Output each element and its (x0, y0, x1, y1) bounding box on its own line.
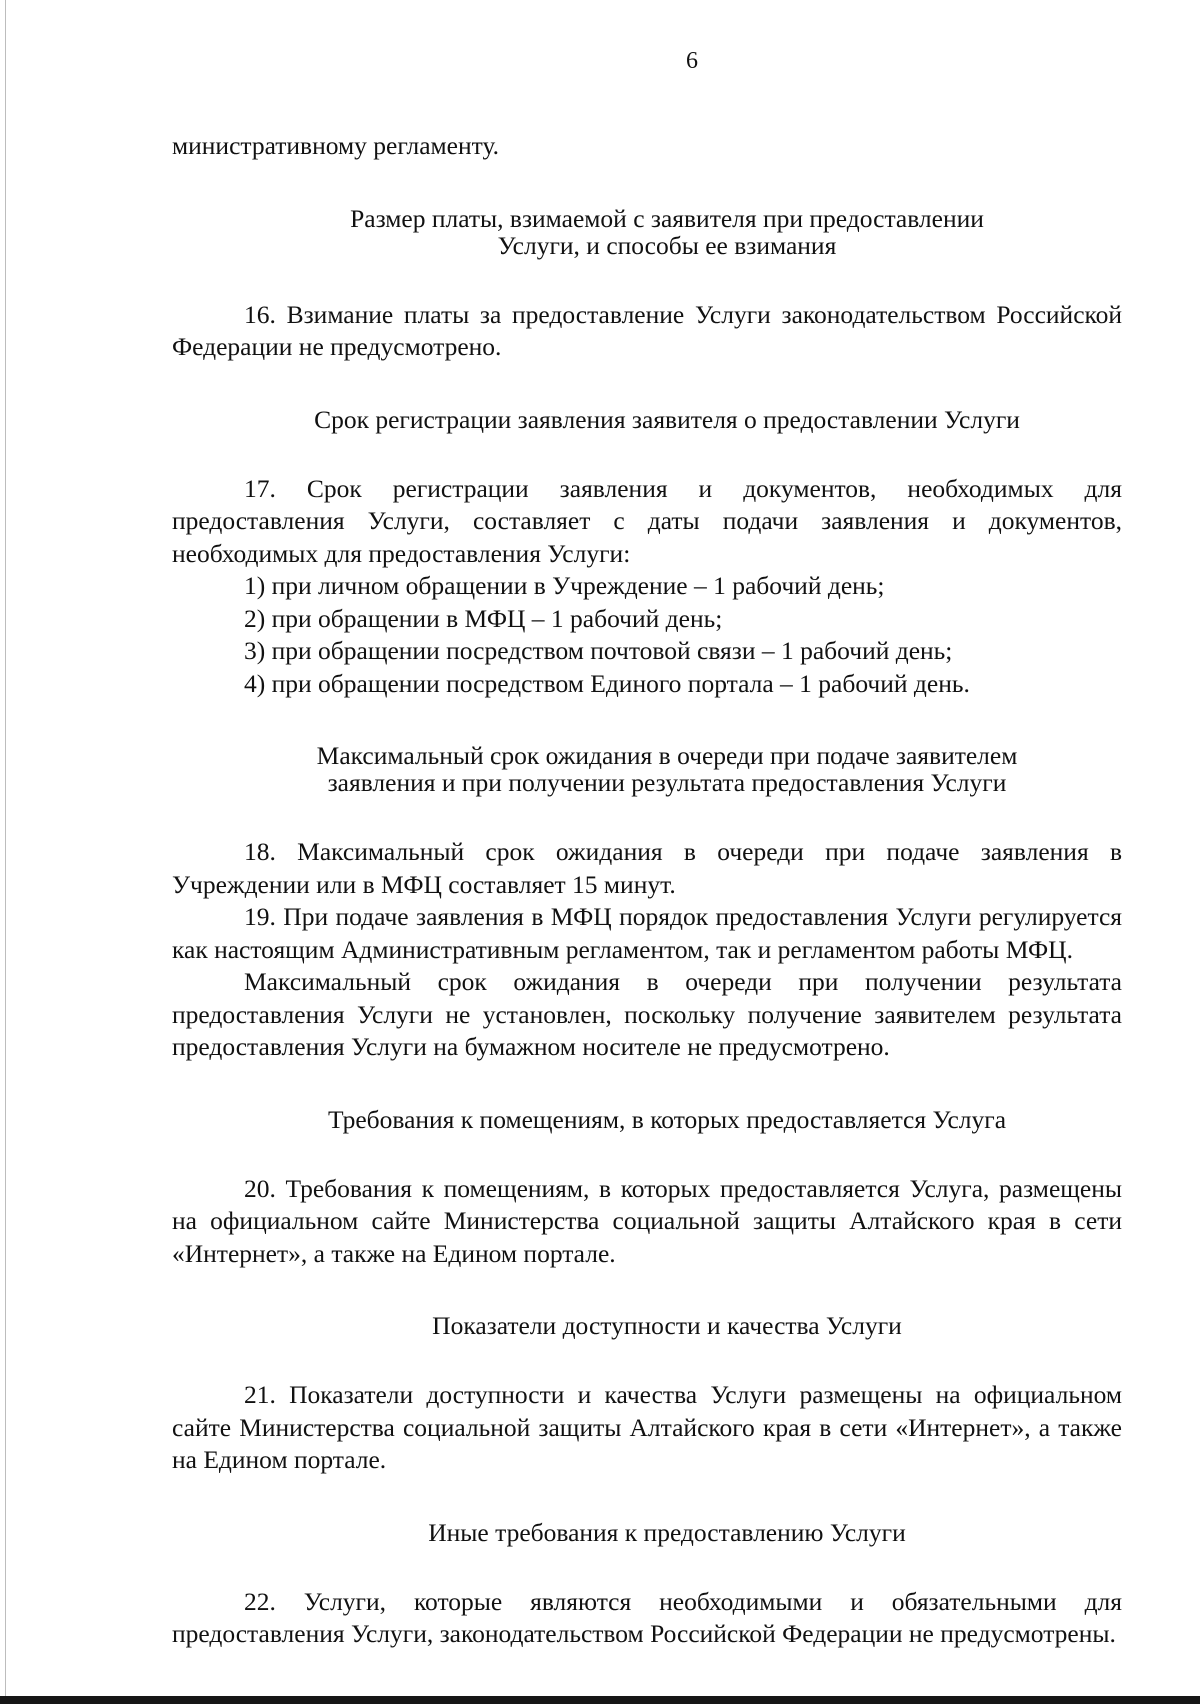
paragraph-16: 16. Взимание платы за предоставление Услуги законодательством Российской Федерации не предусмотрено. (172, 299, 1122, 361)
paragraph-19-continued: Максимальный срок ожидания в очереди при получении результата предоставления Услуги не установлен, поскольку получение заявителем результата предоставления Услуги на бумажном носителе не предусмотрено. (172, 967, 1122, 1061)
heading-queue-wait (172, 742, 1122, 796)
paragraph-17: 17. Срок регистрации заявления и документов, необходимых для предоставления Услуги, составляет с даты подачи заявления и документов, необходимых для предоставления Услуги: (172, 473, 1122, 568)
paragraph-20: 20. Требования к помещениям, в которых предоставляется Услуга, размещены на официальном сайте Министерства социальной защиты Алтайского края в сети «Интернет», а также на Едином портале. (172, 1173, 1122, 1268)
list-item: 2) при обращении в МФЦ – 1 рабочий день; (244, 603, 723, 633)
heading-other-requirements-line: Иные требования к предоставлению Услуги (428, 1517, 906, 1547)
paragraph-19: 19. При подаче заявления в МФЦ порядок предоставления Услуги регулируется как настоящим Административным регламентом, так и регламентом работы МФЦ. (172, 902, 1122, 964)
paragraph-22: 22. Услуги, которые являются необходимыми и обязательными для предоставления Услуги, законодательством Российской Федерации не предусмотрены. (172, 1586, 1122, 1648)
heading-fee-line-1: Размер платы, взимаемой с заявителя при предоставлении (350, 203, 984, 233)
heading-quality-indicators-line: Показатели доступности и качества Услуги (432, 1311, 902, 1340)
intro-line: министративному регламенту. (172, 131, 500, 160)
page-number: 6 (686, 48, 698, 74)
heading-fee (172, 205, 1122, 259)
heading-queue-wait-line-1: Максимальный срок ожидания в очереди при подаче заявителем (316, 741, 1018, 770)
heading-registration-term (172, 406, 1122, 433)
heading-fee-line-2: Услуги, и способы ее взимания (497, 230, 837, 260)
heading-queue-wait-line-2: заявления и при получении результата предоставления Услуги (327, 768, 1007, 797)
scan-bottom-bar (0, 1696, 1200, 1704)
paragraph-18: 18. Максимальный срок ожидания в очереди при подаче заявления в Учреждении или в МФЦ составляет 15 минут. (172, 837, 1122, 899)
heading-quality-indicators (172, 1312, 1122, 1339)
list-item: 1) при личном обращении в Учреждение – 1 рабочий день; (244, 571, 885, 600)
heading-premises-line: Требования к помещениям, в которых предоставляется Услуга (327, 1104, 1007, 1134)
list-item: 4) при обращении посредством Единого портала – 1 рабочий день. (244, 668, 970, 698)
paragraph-21: 21. Показатели доступности и качества Услуги размещены на официальном сайте Министерства социальной защиты Алтайского края в сети «Интернет», а также на Едином портале. (172, 1380, 1122, 1474)
heading-other-requirements (172, 1519, 1122, 1546)
heading-premises (172, 1106, 1122, 1133)
list-item: 3) при обращении посредством почтовой связи – 1 рабочий день; (244, 636, 953, 665)
scan-edge-line (5, 0, 6, 1704)
document-page (172, 46, 1122, 1651)
heading-registration-term-line: Срок регистрации заявления заявителя о предоставлении Услуги (314, 404, 1020, 434)
